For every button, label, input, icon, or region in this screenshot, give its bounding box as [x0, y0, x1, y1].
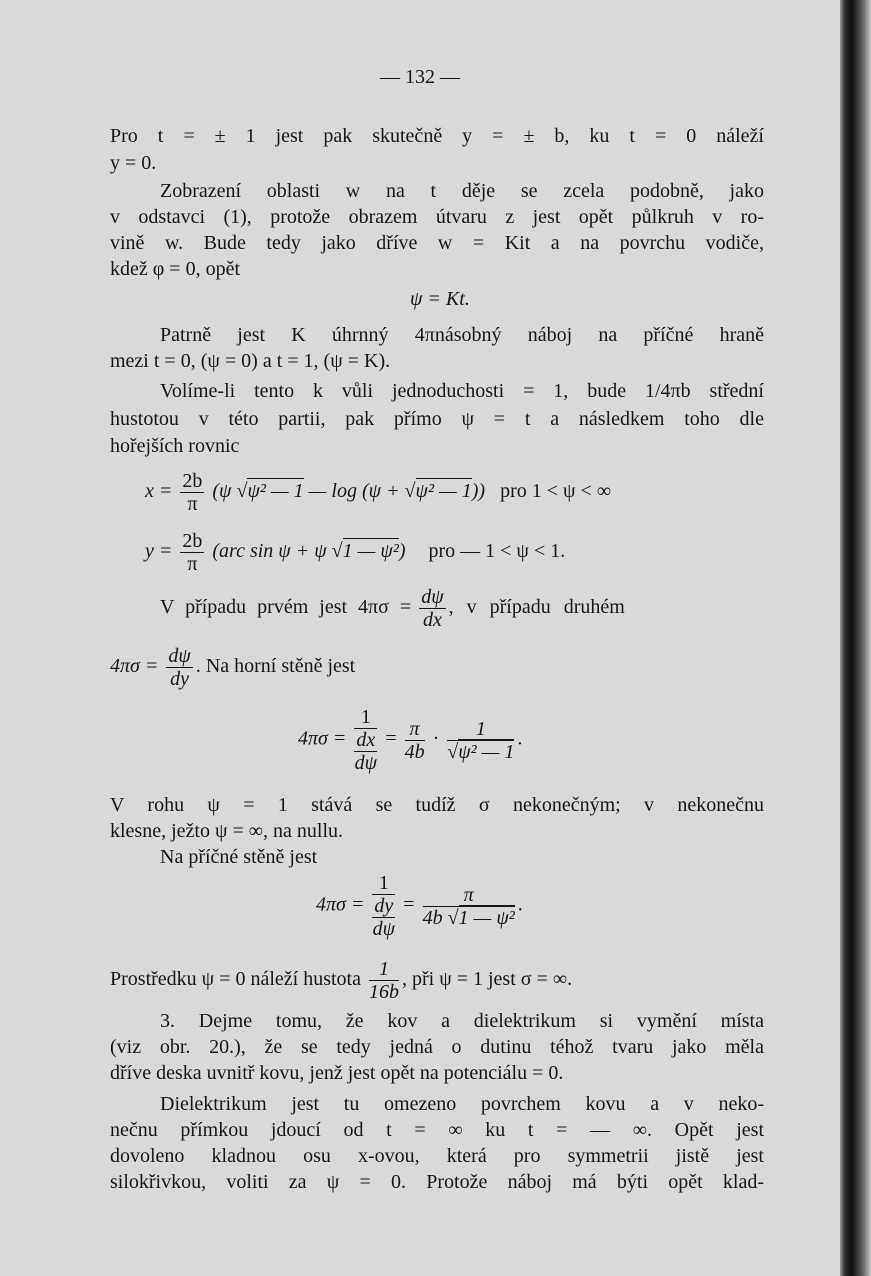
text-line: y = 0.	[110, 152, 157, 174]
text-line: Na příčné stěně jest	[160, 846, 318, 868]
text-line: 3. Dejme tomu, že kov a dielektrikum si vymění místa	[160, 1010, 764, 1032]
text-line: V rohu ψ = 1 stává se tudíž σ nekonečným; v nekonečnu	[110, 794, 764, 816]
fraction: $\frac{d\psi}{dy}$	[168, 645, 191, 690]
text-line: Pro t = ± 1 jest pak skutečně y = ± b, ku t = 0 náleží	[110, 125, 764, 147]
fraction: $\frac{1}{16b}$	[368, 958, 399, 1003]
compound-fraction: $\frac{1}{\frac{dx}{d\psi}}$	[354, 706, 378, 774]
text-line: hustotou v této partii, pak přímo ψ = t a následkem toho dle	[110, 408, 764, 430]
eq-lhs: x =	[145, 480, 173, 503]
fraction: $\frac{d\psi}{dx}$	[421, 586, 444, 631]
text-line: klesne, ježto ψ = ∞, na nullu.	[110, 820, 344, 842]
equation-psi-kt: ψ = Kt.	[410, 288, 470, 310]
text-line: v odstavci (1), protože obrazem útvaru z jest opět půlkruh v ro-	[110, 206, 764, 228]
text-line: Volíme-li tento k vůli jednoduchosti = 1, bude 1/4πb střední	[160, 380, 764, 402]
text-line: nečnu přímkou jdoucí od t = ∞ ku t = — ∞. Opět jest	[110, 1119, 764, 1141]
equation-side-wall: 4πσ = $\frac{1}{\frac{dy}{d\psi}}$ = $\frac{\pi}{\text{4b √1 — ψ²}}$ .	[316, 872, 523, 940]
text-line: kdež φ = 0, opět	[110, 258, 241, 280]
text-line: (viz obr. 20.), že se tedy jedná o dutinu téhož tvaru jako měla	[110, 1036, 764, 1058]
compound-fraction: $\frac{1}{\frac{dy}{d\psi}}$	[372, 872, 396, 940]
fraction: $\frac{1}{\text{√ψ² — 1}}$	[447, 717, 515, 763]
text-line-case2: 4πσ = $\frac{d\psi}{dy}$ . Na horní stěně jest	[110, 645, 356, 690]
equation-y: y = $\frac{2b}{\pi}$ (arc sin ψ + ψ √1 — ψ²) pro — 1 < ψ < 1.	[145, 530, 566, 575]
fraction: $\frac{2b}{\pi}$	[182, 530, 203, 575]
fraction: $\frac{2b}{\pi}$	[182, 470, 203, 515]
text-line: Patrně jest K úhrnný 4πnásobný náboj na příčné hraně	[160, 324, 764, 346]
text-line: vině w. Bude tedy jako dříve w = Kit a na povrchu vodiče,	[110, 232, 764, 254]
equation-top-wall: 4πσ = $\frac{1}{\frac{dx}{d\psi}}$ = $\frac{\pi}{4b}$ · $\frac{1}{\text{√ψ² — 1}}$ .	[298, 706, 523, 774]
eq-condition: pro — 1 < ψ < 1.	[428, 540, 566, 563]
text-line: dříve deska uvnitř kovu, jenž jest opět na potenciálu = 0.	[110, 1062, 564, 1084]
text-line-case1: V případu prvém jest 4πσ = $\frac{d\psi}{dx}$ , v případu druhém	[160, 586, 625, 631]
fraction: $\frac{\pi}{\text{4b √1 — ψ²}}$	[422, 883, 515, 929]
text-line: Dielektrikum jest tu omezeno povrchem kovu a v neko-	[160, 1093, 764, 1115]
equation-x: x = $\frac{2b}{\pi}$ (ψ √ψ² — 1 — log (ψ + √ψ² — 1)) pro 1 < ψ < ∞	[145, 470, 612, 515]
fraction: $\frac{\pi}{4b}$	[404, 717, 425, 763]
page-number: — 132 —	[380, 66, 460, 88]
text-line-middle: Prostředku ψ = 0 náleží hustota $\frac{1}{16b}$ , při ψ = 1 jest σ = ∞.	[110, 958, 573, 1003]
text-line: silokřivkou, voliti za ψ = 0. Protože náboj má býti opět klad-	[110, 1171, 764, 1193]
book-spine	[840, 0, 871, 1276]
eq-condition: pro 1 < ψ < ∞	[500, 480, 612, 503]
text-line: Zobrazení oblasti w na t děje se zcela podobně, jako	[160, 180, 764, 202]
text-line: mezi t = 0, (ψ = 0) a t = 1, (ψ = K).	[110, 350, 391, 372]
text-line: dovoleno kladnou osu x-ovou, která pro symmetrii jistě jest	[110, 1145, 764, 1167]
text-line: hořejších rovnic	[110, 435, 240, 457]
